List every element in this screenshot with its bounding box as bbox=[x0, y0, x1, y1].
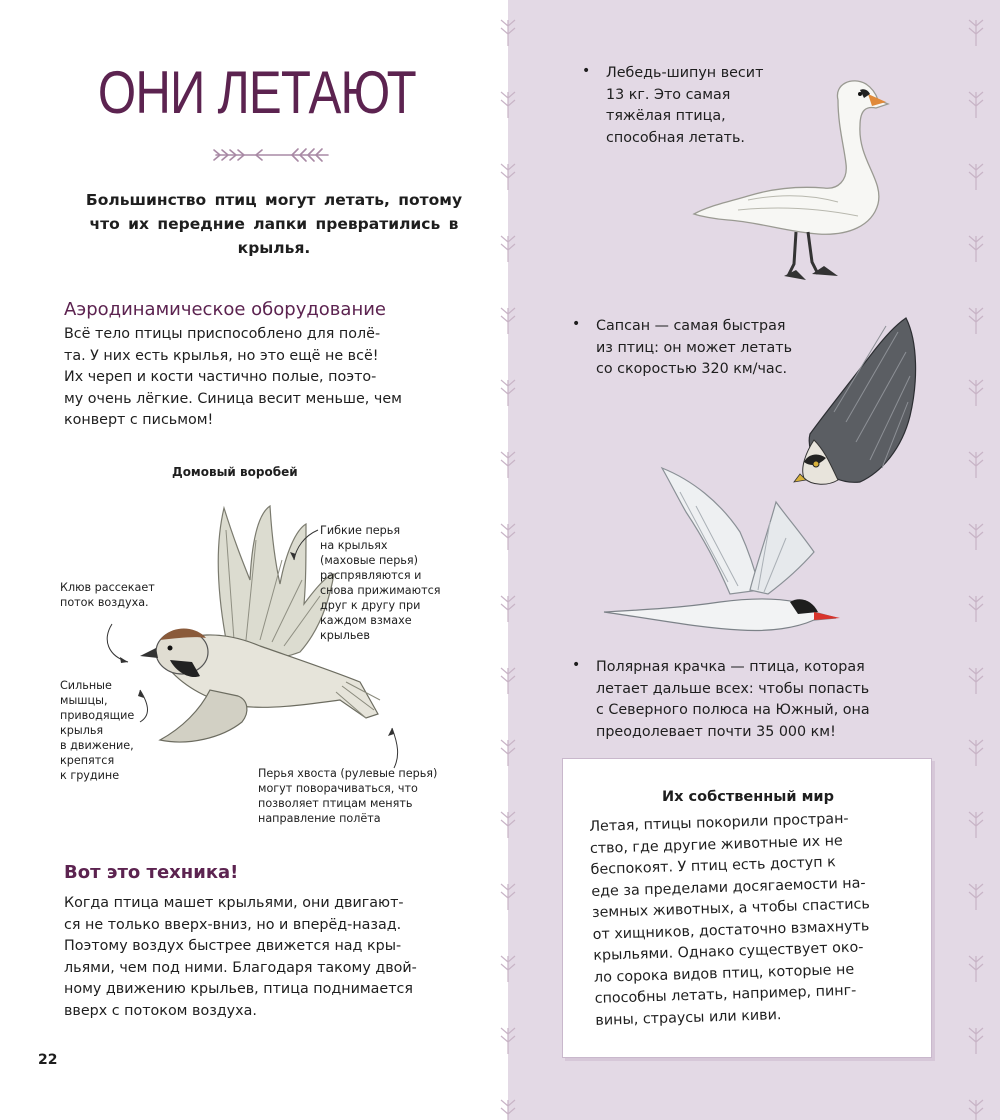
bullet: • bbox=[572, 657, 581, 673]
sprig-icon bbox=[501, 20, 515, 46]
sprig-icon bbox=[969, 740, 983, 766]
info-box bbox=[562, 758, 936, 1062]
sprig-icon bbox=[501, 596, 515, 622]
bullet: • bbox=[582, 63, 591, 79]
page-number: 22 bbox=[38, 1052, 58, 1068]
diagram-label-tail-feathers: Перья хвоста (рулевые перья) могут поворачиваться, что позволяет птицам менять направление полёта bbox=[258, 767, 438, 825]
sprig-icon bbox=[969, 20, 983, 46]
page-title: ОНИ ЛЕТАЮТ bbox=[97, 59, 416, 126]
sprig-icon bbox=[969, 380, 983, 406]
sprig-icon bbox=[501, 1028, 515, 1054]
section-body-aero: Всё тело птицы приспособлено для полё- та. У них есть крылья, но это ещё не всё! Их череп и кости частично полые, поэто- му очень лёгкие. Синица весит меньше, чем конверт с письмом! bbox=[64, 326, 402, 428]
lead-paragraph: Большинство птиц могут летать, потому что их передние лапки превратились в крылья. bbox=[85, 191, 463, 257]
sprig-icon bbox=[969, 596, 983, 622]
sprig-icon bbox=[501, 524, 515, 550]
diagram-label-beak: Клюв рассекает поток воздуха. bbox=[60, 581, 155, 609]
sprig-icon bbox=[501, 236, 515, 262]
sprig-icon bbox=[501, 812, 515, 838]
sprig-icon bbox=[501, 164, 515, 190]
sprig-icon bbox=[501, 308, 515, 334]
sprig-icon bbox=[969, 956, 983, 982]
sprig-icon bbox=[969, 1028, 983, 1054]
fact-tern: Полярная крачка — птица, которая летает дальше всех: чтобы попасть с Северного полюса на Южный, она преодолевает почти 35 000 км! bbox=[596, 659, 870, 740]
section-title-aero: Аэродинамическое оборудование bbox=[64, 299, 386, 320]
feather-arrow-icon bbox=[210, 144, 334, 166]
sprig-icon bbox=[501, 668, 515, 694]
sprig-icon bbox=[501, 380, 515, 406]
tern-illustration bbox=[600, 462, 846, 642]
sprig-icon bbox=[969, 524, 983, 550]
margin-sprigs-right bbox=[958, 0, 994, 1120]
info-box-title: Их собственный мир bbox=[662, 789, 834, 805]
margin-sprigs-center bbox=[490, 0, 526, 1120]
sprig-icon bbox=[969, 812, 983, 838]
bullet: • bbox=[572, 316, 581, 332]
sprig-icon bbox=[969, 236, 983, 262]
sprig-icon bbox=[969, 92, 983, 118]
diagram-label-muscles: Сильные мышцы, приводящие крылья в движение, крепятся к грудине bbox=[60, 679, 135, 782]
sprig-icon bbox=[969, 1100, 983, 1120]
fact-swan: Лебедь-шипун весит 13 кг. Это самая тяжёлая птица, способная летать. bbox=[606, 65, 764, 146]
fact-falcon: Сапсан — самая быстрая из птиц: он может летать со скоростью 320 км/час. bbox=[596, 318, 792, 377]
sprig-icon bbox=[969, 452, 983, 478]
diagram-label-wing-feathers: Гибкие перья на крыльях (маховые перья) распрявляются и снова прижимаются друг к другу при каждом взмахе крыльев bbox=[320, 524, 441, 642]
sprig-icon bbox=[501, 884, 515, 910]
sprig-icon bbox=[969, 884, 983, 910]
info-box-card bbox=[562, 758, 932, 1058]
swan-illustration bbox=[688, 70, 898, 290]
section-title-technique: Вот это техника! bbox=[64, 862, 239, 883]
info-box-body: Летая, птицы покорили простран- ство, где другие животные их не беспокоят. У птиц есть доступ к еде за пределами досягаемости на- земных животных, а чтобы спастись от хищников, достаточно взмахнуть крыльями. Однако существует око- ло сорока видов птиц, которые не способны летать, например, пинг- вины, страусы или киви. bbox=[589, 810, 871, 1029]
sprig-icon bbox=[501, 452, 515, 478]
section-body-technique: Когда птица машет крыльями, они двигают- ся не только вверх-вниз, но и вперёд-назад. Поэтому воздух быстрее движется над кры- льями, чем под ними. Благодаря такому двой- ному движению крыльев, птица поднимается вверх с потоком воздуха. bbox=[64, 895, 417, 1019]
sprig-icon bbox=[969, 164, 983, 190]
sprig-icon bbox=[501, 92, 515, 118]
sprig-icon bbox=[501, 956, 515, 982]
sprig-icon bbox=[501, 740, 515, 766]
diagram-title: Домовый воробей bbox=[172, 465, 298, 479]
sprig-icon bbox=[969, 308, 983, 334]
sprig-icon bbox=[501, 1100, 515, 1120]
sprig-icon bbox=[969, 668, 983, 694]
